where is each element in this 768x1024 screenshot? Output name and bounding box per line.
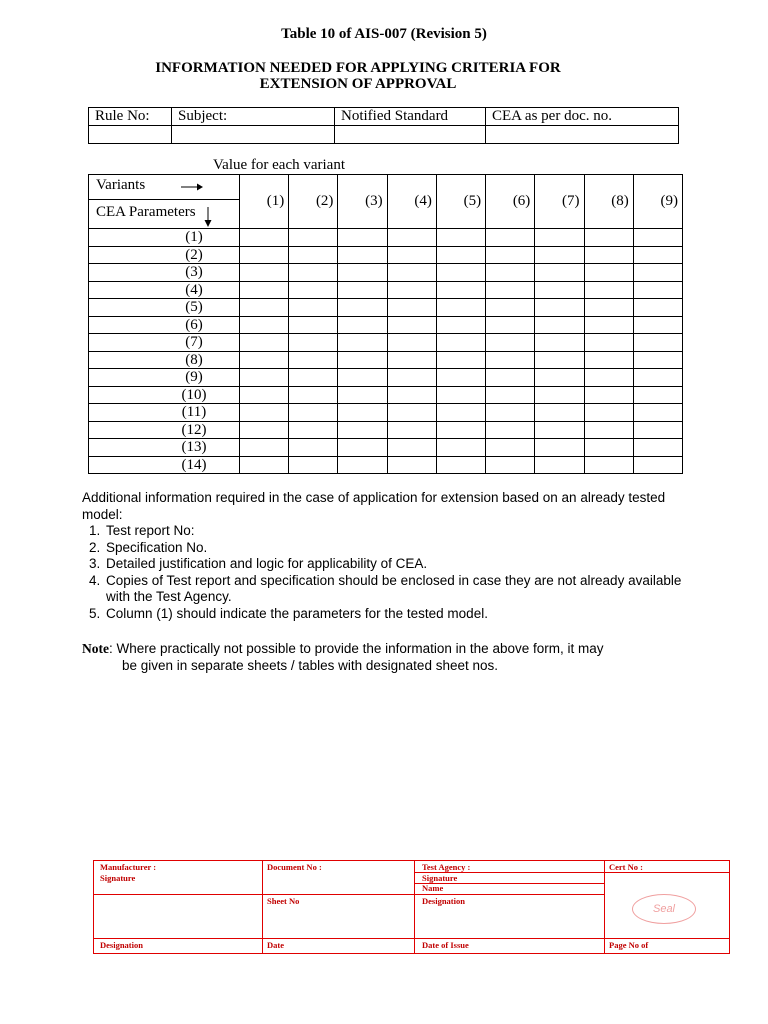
variant-value-cell[interactable] (633, 316, 682, 334)
note-line-1: : Where practically not possible to provide the information in the above form, it may (109, 641, 604, 656)
variant-value-cell[interactable] (240, 229, 289, 247)
date-of-issue-label: Date of Issue (422, 940, 469, 950)
variant-value-cell[interactable] (436, 421, 485, 439)
variant-value-cell[interactable] (486, 264, 535, 282)
table-row (89, 229, 683, 247)
variant-value-cell[interactable] (535, 404, 584, 422)
variant-value-cell[interactable] (387, 334, 436, 352)
table-row (89, 369, 683, 387)
agency-signature-label: Signature (422, 873, 458, 883)
list-item: 4. Copies of Test report and specification should be enclosed in case they are not already available with the Test Agency. (104, 573, 682, 606)
list-item: 3. Detailed justification and logic for applicability of CEA. (104, 556, 682, 573)
variant-value-cell[interactable] (584, 439, 633, 457)
variant-value-cell[interactable] (633, 456, 682, 474)
variant-value-cell[interactable] (338, 334, 387, 352)
variant-value-cell[interactable] (584, 421, 633, 439)
variant-value-cell[interactable] (387, 299, 436, 317)
parameter-row-label: (1) (89, 229, 240, 247)
footer-divider (604, 872, 729, 873)
variant-value-cell[interactable] (240, 421, 289, 439)
variant-value-cell[interactable] (584, 456, 633, 474)
variant-value-cell[interactable] (338, 439, 387, 457)
variant-value-cell[interactable] (338, 351, 387, 369)
variant-value-cell[interactable] (436, 351, 485, 369)
variant-value-cell[interactable] (436, 264, 485, 282)
header-divider (89, 199, 239, 200)
variant-value-cell[interactable] (387, 351, 436, 369)
variant-value-cell[interactable] (387, 264, 436, 282)
variant-value-cell[interactable] (240, 281, 289, 299)
variant-value-cell[interactable] (535, 386, 584, 404)
variant-value-cell[interactable] (338, 316, 387, 334)
variant-caption: Value for each variant (213, 157, 346, 173)
variant-value-cell[interactable] (633, 421, 682, 439)
footer-divider (262, 861, 263, 953)
parameter-row-label: (5) (89, 299, 240, 317)
variant-value-cell[interactable] (289, 264, 338, 282)
variant-value-cell[interactable] (338, 404, 387, 422)
additional-information (82, 490, 682, 622)
variant-value-cell[interactable] (387, 386, 436, 404)
variant-value-cell[interactable] (535, 229, 584, 247)
variant-value-cell[interactable] (584, 404, 633, 422)
variant-value-cell[interactable] (240, 316, 289, 334)
cert-no-label: Cert No : (609, 862, 643, 872)
variant-value-cell[interactable] (584, 264, 633, 282)
variant-value-cell[interactable] (486, 369, 535, 387)
variant-value-cell[interactable] (486, 334, 535, 352)
variant-value-cell[interactable] (486, 316, 535, 334)
manufacturer-label: Manufacturer : (100, 862, 157, 872)
variant-value-cell[interactable] (584, 281, 633, 299)
note-label: Note (82, 641, 109, 656)
variant-value-cell[interactable] (387, 421, 436, 439)
variant-value-cell[interactable] (289, 439, 338, 457)
variant-value-cell[interactable] (338, 229, 387, 247)
table-row (89, 421, 683, 439)
variant-value-cell[interactable] (240, 299, 289, 317)
rule-no-value[interactable] (89, 126, 172, 144)
variant-value-cell[interactable] (633, 369, 682, 387)
list-item: 5. Column (1) should indicate the parameters for the tested model. (104, 606, 682, 623)
variant-value-cell[interactable] (535, 334, 584, 352)
variant-value-cell[interactable] (633, 439, 682, 457)
variant-value-cell[interactable] (584, 299, 633, 317)
variant-value-cell[interactable] (535, 351, 584, 369)
sheet-no-label: Sheet No (267, 896, 300, 906)
note-block (82, 640, 682, 674)
variant-value-cell[interactable] (240, 456, 289, 474)
variant-value-cell[interactable] (436, 299, 485, 317)
list-item: 2. Specification No. (104, 540, 682, 557)
cea-doc-value[interactable] (486, 126, 679, 144)
page-no-label: Page No of (609, 940, 649, 950)
heading-line-2: EXTENSION OF APPROVAL (259, 76, 457, 92)
variant-column-header: (9) (633, 175, 682, 229)
variant-value-cell[interactable] (535, 281, 584, 299)
table-row (89, 351, 683, 369)
variant-value-cell[interactable] (584, 334, 633, 352)
variant-value-cell[interactable] (387, 246, 436, 264)
variant-value-cell[interactable] (486, 439, 535, 457)
variant-value-cell[interactable] (436, 404, 485, 422)
variant-value-cell[interactable] (584, 229, 633, 247)
variant-value-cell[interactable] (436, 386, 485, 404)
table-row (89, 299, 683, 317)
variant-value-cell[interactable] (486, 246, 535, 264)
approval-footer (93, 860, 730, 954)
variant-value-cell[interactable] (436, 246, 485, 264)
heading-line-1: INFORMATION NEEDED FOR APPLYING CRITERIA FOR (155, 60, 561, 76)
variant-value-cell[interactable] (289, 229, 338, 247)
variant-column-header: (6) (486, 175, 535, 229)
variant-value-cell[interactable] (535, 246, 584, 264)
variant-value-cell[interactable] (387, 456, 436, 474)
parameter-row-label: (8) (89, 351, 240, 369)
variant-value-cell[interactable] (240, 386, 289, 404)
variant-value-cell[interactable] (240, 246, 289, 264)
document-no-label: Document No : (267, 862, 322, 872)
variant-value-cell[interactable] (584, 369, 633, 387)
variants-label: Variants (96, 177, 146, 193)
table-row (89, 246, 683, 264)
variant-value-cell[interactable] (289, 386, 338, 404)
table-row (89, 456, 683, 474)
variant-value-cell[interactable] (486, 386, 535, 404)
variant-value-cell[interactable] (338, 246, 387, 264)
variant-value-cell[interactable] (289, 421, 338, 439)
variant-value-cell[interactable] (584, 351, 633, 369)
variant-column-header: (2) (289, 175, 338, 229)
variant-value-cell[interactable] (240, 404, 289, 422)
variant-value-cell[interactable] (633, 351, 682, 369)
notified-standard-label: Notified Standard (335, 108, 486, 126)
table-row (89, 439, 683, 457)
arrow-right-icon (181, 183, 203, 191)
variant-value-cell[interactable] (387, 316, 436, 334)
parameter-row-label: (7) (89, 334, 240, 352)
variant-value-cell[interactable] (535, 299, 584, 317)
form-heading (0, 60, 716, 92)
variant-value-cell[interactable] (338, 386, 387, 404)
variant-value-cell[interactable] (584, 246, 633, 264)
additional-list (82, 523, 682, 622)
parameter-row-label: (13) (89, 439, 240, 457)
cea-parameters-label: CEA Parameters (96, 204, 196, 220)
variant-value-cell[interactable] (240, 351, 289, 369)
variant-column-header: (8) (584, 175, 633, 229)
variant-value-cell[interactable] (633, 246, 682, 264)
manufacturer-designation-label: Designation (100, 940, 143, 950)
variant-value-cell[interactable] (633, 386, 682, 404)
variant-value-cell[interactable] (535, 369, 584, 387)
variant-value-cell[interactable] (486, 281, 535, 299)
agency-designation-label: Designation (422, 896, 465, 906)
variant-value-cell[interactable] (289, 456, 338, 474)
variant-value-cell[interactable] (338, 456, 387, 474)
variant-value-cell[interactable] (486, 229, 535, 247)
table-row (89, 281, 683, 299)
variant-value-cell[interactable] (289, 316, 338, 334)
arrow-down-icon (204, 207, 212, 227)
parameter-row-label: (11) (89, 404, 240, 422)
table-row (89, 264, 683, 282)
variant-value-cell[interactable] (584, 386, 633, 404)
variant-value-cell[interactable] (387, 404, 436, 422)
variant-value-cell[interactable] (289, 404, 338, 422)
manufacturer-signature-label: Signature (100, 873, 136, 883)
variant-column-header: (3) (338, 175, 387, 229)
variant-value-cell[interactable] (240, 369, 289, 387)
variant-value-cell[interactable] (289, 334, 338, 352)
variant-value-cell[interactable] (436, 439, 485, 457)
table-row (89, 334, 683, 352)
table-row (89, 386, 683, 404)
variant-value-cell[interactable] (584, 316, 633, 334)
variant-value-cell[interactable] (535, 421, 584, 439)
footer-divider (94, 938, 729, 939)
variant-value-cell[interactable] (436, 316, 485, 334)
variant-value-cell[interactable] (338, 264, 387, 282)
page-title: Table 10 of AIS-007 (Revision 5) (281, 26, 487, 42)
note-line-2: be given in separate sheets / tables with designated sheet nos. (122, 658, 498, 673)
notified-standard-value[interactable] (335, 126, 486, 144)
parameter-row-label: (2) (89, 246, 240, 264)
variant-header-corner (89, 175, 240, 229)
parameter-row-label: (9) (89, 369, 240, 387)
variant-value-cell[interactable] (486, 299, 535, 317)
footer-divider (94, 894, 262, 895)
variant-value-cell[interactable] (240, 264, 289, 282)
variant-value-cell[interactable] (486, 456, 535, 474)
variant-value-cell[interactable] (535, 316, 584, 334)
table-row (89, 316, 683, 334)
variant-value-cell[interactable] (289, 369, 338, 387)
variant-value-cell[interactable] (338, 299, 387, 317)
variant-value-cell[interactable] (436, 456, 485, 474)
cea-doc-label: CEA as per doc. no. (486, 108, 679, 126)
name-label: Name (422, 883, 444, 893)
variant-value-cell[interactable] (289, 281, 338, 299)
variant-column-header: (1) (240, 175, 289, 229)
variant-value-cell[interactable] (436, 334, 485, 352)
variant-value-cell[interactable] (486, 421, 535, 439)
variant-value-cell[interactable] (436, 369, 485, 387)
rule-table (88, 107, 679, 144)
variant-column-header: (7) (535, 175, 584, 229)
parameter-row-label: (10) (89, 386, 240, 404)
parameter-row-label: (14) (89, 456, 240, 474)
footer-divider (414, 894, 604, 895)
parameter-row-label: (3) (89, 264, 240, 282)
variant-column-header: (5) (436, 175, 485, 229)
table-row (89, 404, 683, 422)
additional-intro: Additional information required in the case of application for extension based on an already tested model: (82, 490, 666, 522)
variant-value-cell[interactable] (240, 334, 289, 352)
variant-value-cell[interactable] (436, 281, 485, 299)
variant-table (88, 174, 683, 474)
variant-value-cell[interactable] (387, 439, 436, 457)
variant-value-cell[interactable] (633, 299, 682, 317)
variant-value-cell[interactable] (633, 281, 682, 299)
variant-value-cell[interactable] (486, 351, 535, 369)
list-item: 1. Test report No: (104, 523, 682, 540)
rule-no-label: Rule No: (89, 108, 172, 126)
variant-value-cell[interactable] (633, 229, 682, 247)
subject-value[interactable] (172, 126, 335, 144)
subject-label: Subject: (172, 108, 335, 126)
date-label: Date (267, 940, 284, 950)
variant-value-cell[interactable] (633, 264, 682, 282)
variant-value-cell[interactable] (535, 264, 584, 282)
seal-stamp: Seal (632, 894, 696, 924)
variant-value-cell[interactable] (535, 439, 584, 457)
variant-value-cell[interactable] (289, 299, 338, 317)
variant-value-cell[interactable] (338, 369, 387, 387)
variant-column-header: (4) (387, 175, 436, 229)
variant-value-cell[interactable] (240, 439, 289, 457)
variant-value-cell[interactable] (633, 404, 682, 422)
test-agency-label: Test Agency : (422, 862, 471, 872)
footer-divider (414, 861, 415, 953)
variant-value-cell[interactable] (387, 281, 436, 299)
variant-value-cell[interactable] (486, 404, 535, 422)
parameter-row-label: (6) (89, 316, 240, 334)
variant-value-cell[interactable] (535, 456, 584, 474)
variant-value-cell[interactable] (633, 334, 682, 352)
footer-divider (262, 894, 414, 895)
variant-value-cell[interactable] (289, 246, 338, 264)
variant-value-cell[interactable] (436, 229, 485, 247)
footer-divider (604, 861, 605, 953)
variant-value-cell[interactable] (387, 369, 436, 387)
variant-value-cell[interactable] (338, 281, 387, 299)
variant-value-cell[interactable] (387, 229, 436, 247)
parameter-row-label: (4) (89, 281, 240, 299)
parameter-row-label: (12) (89, 421, 240, 439)
variant-value-cell[interactable] (338, 421, 387, 439)
variant-value-cell[interactable] (289, 351, 338, 369)
